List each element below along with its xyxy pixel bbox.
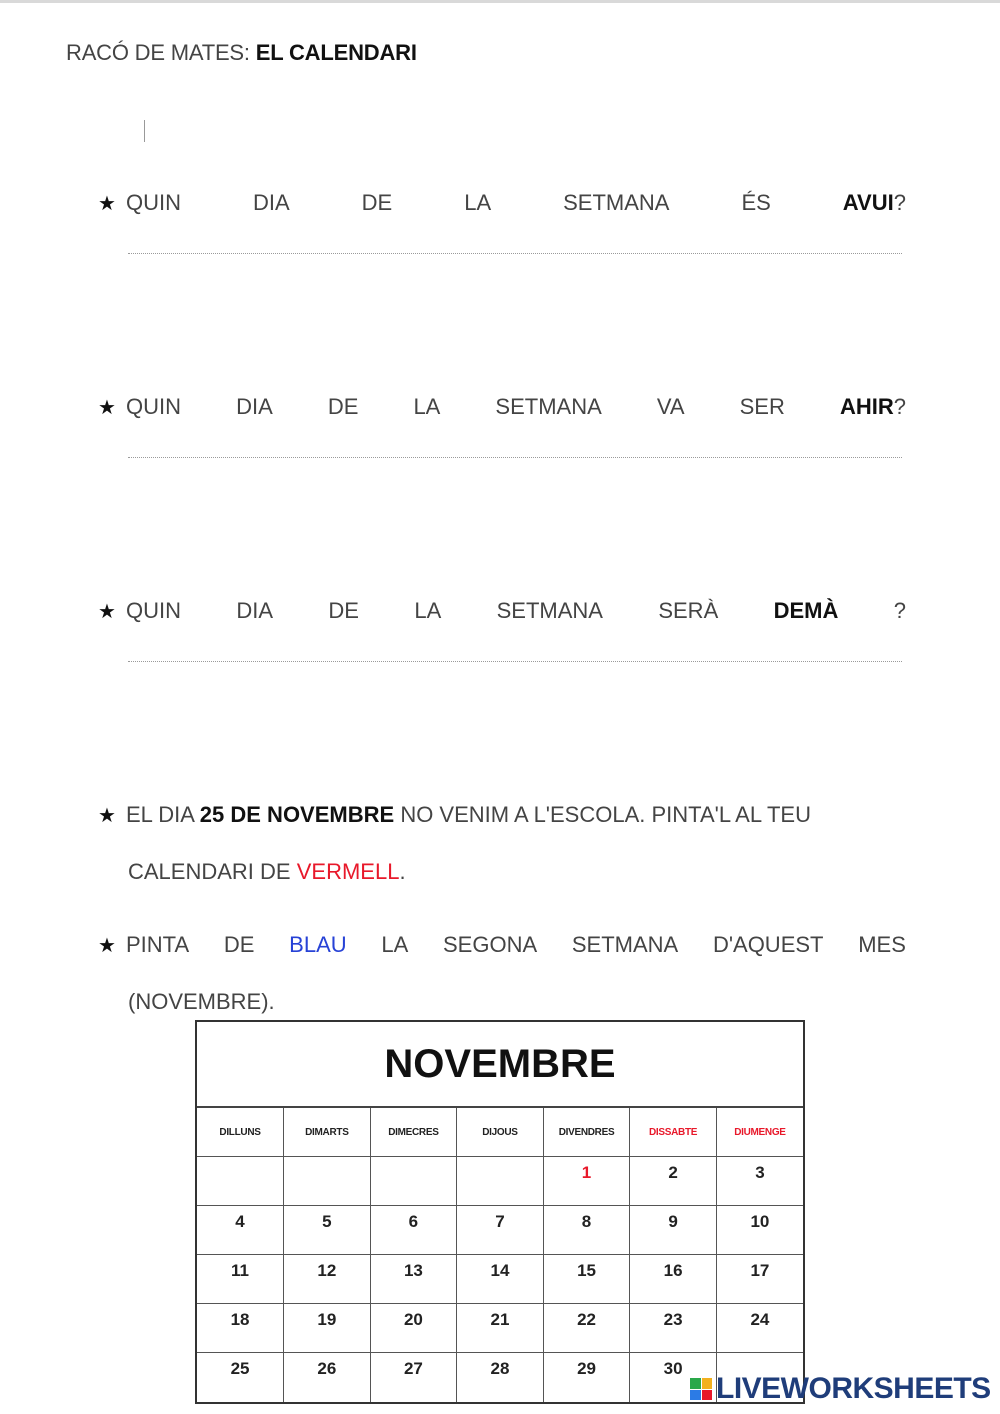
calendar-cell[interactable]: 26 (284, 1353, 371, 1402)
q1-word: DE (361, 190, 393, 215)
calendar-cell[interactable]: 13 (370, 1255, 457, 1304)
answer-line-3[interactable] (128, 661, 902, 662)
day-header: DIVENDRES (543, 1108, 630, 1157)
instr2-continuation: (NOVEMBRE). (128, 989, 275, 1014)
q2-end: ? (893, 394, 906, 419)
calendar-cell[interactable]: 9 (630, 1206, 717, 1255)
page-title (66, 40, 417, 66)
q1-end: ? (893, 190, 906, 215)
title-prefix: RACÓ DE MATES: (66, 40, 250, 65)
calendar-cell[interactable]: 3 (716, 1157, 803, 1206)
q2-keyword (840, 394, 906, 420)
calendar-week-2 (197, 1206, 803, 1255)
calendar-cell[interactable]: 22 (543, 1304, 630, 1353)
q3-word: SERÀ (658, 598, 719, 623)
instr1-date: 25 DE NOVEMBRE (199, 802, 395, 827)
calendar-cell[interactable]: 12 (284, 1255, 371, 1304)
instr2-word: SEGONA (443, 932, 538, 957)
instr2-word: DE (223, 932, 255, 957)
q1-word: LA (464, 190, 492, 215)
question-3 (98, 596, 906, 626)
q3-word: DE (328, 598, 359, 623)
instr2-word: SETMANA (571, 932, 679, 957)
calendar-cell[interactable]: 8 (543, 1206, 630, 1255)
q2-word: LA (413, 394, 441, 419)
q3-word: SETMANA (496, 598, 603, 623)
calendar-cell[interactable] (284, 1157, 371, 1206)
instruction-1 (98, 800, 906, 887)
calendar-cell[interactable]: 20 (370, 1304, 457, 1353)
instr2-word: D'AQUEST (712, 932, 824, 957)
q2-word: SETMANA (495, 394, 602, 419)
instr1-red-word: VERMELL (296, 859, 400, 884)
text-cursor (144, 120, 145, 142)
calendar-cell[interactable]: 24 (716, 1304, 803, 1353)
instr2-word: MES (858, 932, 906, 957)
calendar-week-1 (197, 1157, 803, 1206)
q1-word: ÉS (741, 190, 771, 215)
day-header-weekend: DIUMENGE (716, 1108, 803, 1157)
day-header: DIMARTS (284, 1108, 371, 1157)
calendar-cell[interactable]: 4 (197, 1206, 284, 1255)
q3-word: QUIN (126, 598, 181, 623)
liveworksheets-watermark (690, 1372, 991, 1406)
question-1 (98, 188, 906, 218)
calendar-cell[interactable]: 29 (543, 1353, 630, 1402)
calendar-cell[interactable]: 7 (457, 1206, 544, 1255)
instr2-word: PINTA (126, 932, 190, 957)
calendar-cell[interactable]: 21 (457, 1304, 544, 1353)
calendar-cell[interactable]: 10 (716, 1206, 803, 1255)
calendar-cell[interactable]: 14 (457, 1255, 544, 1304)
question-2 (98, 392, 906, 422)
calendar-cell[interactable] (197, 1157, 284, 1206)
instr1-text-c: NO VENIM A L'ESCOLA. PINTA'L AL TEU (400, 802, 811, 827)
q2-word: DE (327, 394, 359, 419)
calendar-cell[interactable]: 23 (630, 1304, 717, 1353)
calendar-cell[interactable] (370, 1157, 457, 1206)
q1-bold: AVUI (842, 190, 894, 215)
q3-word: LA (414, 598, 442, 623)
calendar-week-3 (197, 1255, 803, 1304)
calendar-cell[interactable]: 16 (630, 1255, 717, 1304)
q2-word: SER (739, 394, 785, 419)
watermark-text: LIVEWORKSHEETS (716, 1372, 991, 1405)
top-rule (0, 0, 1000, 3)
calendar-cell[interactable]: 19 (284, 1304, 371, 1353)
liveworksheets-logo-icon (690, 1378, 712, 1400)
answer-line-1[interactable] (128, 253, 902, 254)
calendar-cell[interactable]: 30 (630, 1353, 717, 1402)
instr1-text-e: . (399, 859, 406, 884)
day-header: DIJOUS (457, 1108, 544, 1157)
title-main: EL CALENDARI (255, 40, 417, 65)
q2-word: QUIN (126, 394, 181, 419)
q3-end: ? (893, 598, 906, 623)
q3-bold: DEMÀ (773, 598, 839, 623)
day-header-weekend: DISSABTE (630, 1108, 717, 1157)
q1-word: QUIN (126, 190, 181, 215)
calendar-cell[interactable]: 11 (197, 1255, 284, 1304)
day-header: DILLUNS (197, 1108, 284, 1157)
calendar-cell[interactable]: 6 (370, 1206, 457, 1255)
calendar-cell[interactable]: 15 (543, 1255, 630, 1304)
star-bullet-icon: ★ (98, 600, 116, 623)
instruction-1-line-1 (126, 802, 811, 828)
q2-word: VA (656, 394, 685, 419)
calendar-cell[interactable] (457, 1157, 544, 1206)
q1-keyword (843, 190, 906, 216)
calendar-cell-red[interactable]: 1 (543, 1157, 630, 1206)
calendar-month: NOVEMBRE (197, 1022, 803, 1108)
star-bullet-icon: ★ (98, 934, 116, 957)
star-bullet-icon: ★ (98, 804, 116, 827)
calendar-cell[interactable]: 17 (716, 1255, 803, 1304)
star-bullet-icon: ★ (98, 192, 116, 215)
calendar-cell[interactable]: 27 (370, 1353, 457, 1402)
calendar (195, 1020, 805, 1404)
answer-line-2[interactable] (128, 457, 902, 458)
q3-word: DIA (236, 598, 274, 623)
calendar-cell[interactable]: 28 (457, 1353, 544, 1402)
calendar-day-header (197, 1108, 803, 1157)
instr2-blue-word: BLAU (289, 932, 347, 957)
calendar-cell[interactable]: 2 (630, 1157, 717, 1206)
star-bullet-icon: ★ (98, 396, 116, 419)
instr1-text-a: EL DIA (126, 802, 194, 827)
instr1-text-d: CALENDARI DE (128, 859, 291, 884)
instruction-2 (98, 930, 906, 1017)
q2-bold: AHIR (839, 394, 894, 419)
instr2-word: LA (381, 932, 409, 957)
calendar-cell[interactable]: 18 (197, 1304, 284, 1353)
calendar-grid (197, 1108, 803, 1402)
q1-word: SETMANA (563, 190, 670, 215)
day-header: DIMECRES (370, 1108, 457, 1157)
q1-word: DIA (252, 190, 290, 215)
calendar-week-4 (197, 1304, 803, 1353)
q2-word: DIA (236, 394, 273, 419)
calendar-cell[interactable]: 25 (197, 1353, 284, 1402)
calendar-cell[interactable]: 5 (284, 1206, 371, 1255)
